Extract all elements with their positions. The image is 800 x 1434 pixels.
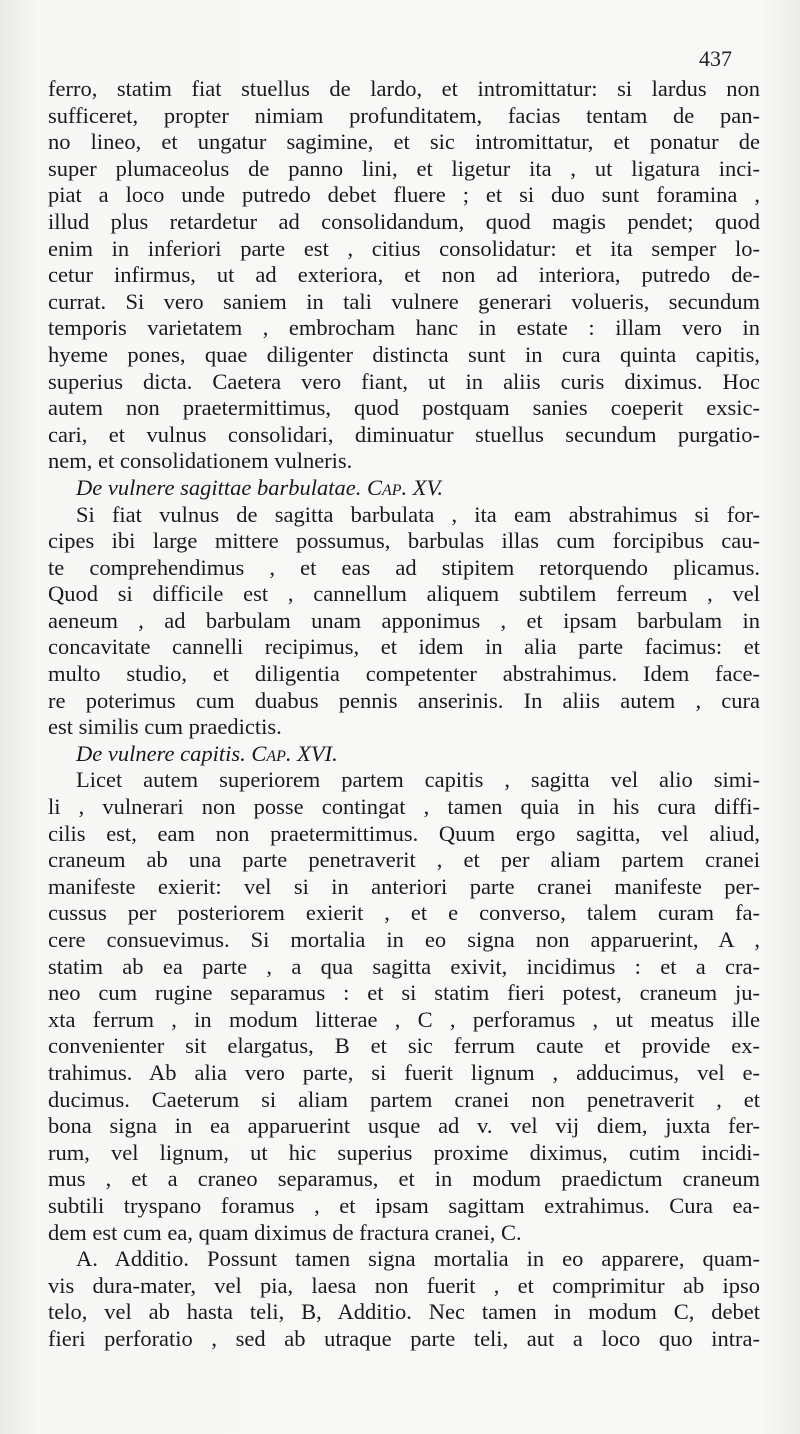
text-line: cussus per posteriorem exierit , et e converso, talem curam fa- xyxy=(48,900,760,926)
chapter-heading xyxy=(48,475,760,502)
text-line: aeneum , ad barbulam unam apponimus , et ipsam barbulam in xyxy=(48,607,760,633)
text-line: currat. Si vero saniem in tali vulnere generari volueris, secundum xyxy=(48,288,760,314)
text-line: cetur infirmus, ut ad exteriora, et non ad interiora, putredo de- xyxy=(48,262,760,288)
chapter-number: Cap. XVI. xyxy=(251,740,338,766)
text-line: cipes ibi large mittere possumus, barbulas illas cum forcipibus cau- xyxy=(48,528,760,554)
text-line: no lineo, et ungatur sagimine, et sic intromittatur, et ponatur de xyxy=(48,129,760,155)
text-line: enim in inferiori parte est , citius consolidatur: et ita semper lo- xyxy=(48,235,760,261)
text-line: Quod si difficile est , cannellum aliquem subtilem ferreum , vel xyxy=(48,581,760,607)
chapter-heading-title: De vulnere sagittae barbulatae. xyxy=(76,474,362,500)
text-line: rum, vel lignum, ut hic superius proxime diximus, cutim incidi- xyxy=(48,1139,760,1165)
text-line: piat a loco unde putredo debet fluere ; et si duo sunt foramina , xyxy=(48,182,760,208)
text-line: est similis cum praedictis. xyxy=(48,714,282,740)
text-line: ducimus. Caeterum si aliam partem cranei non penetraverit , et xyxy=(48,1086,760,1112)
text-line: nem, et consolidationem vulneris. xyxy=(48,448,353,474)
text-body xyxy=(48,76,760,1353)
text-line: ferro, statim fiat stuellus de lardo, et intromittatur: si lardus non xyxy=(48,76,760,101)
page-number: 437 xyxy=(699,46,732,71)
text-line: bona signa in ea apparuerint usque ad v. vel vij diem, juxta fer- xyxy=(48,1113,760,1139)
text-line: cilis est, eam non praetermittimus. Quum ergo sagitta, vel aliud, xyxy=(48,820,760,846)
text-line: telo, vel ab hasta teli, B, Additio. Nec tamen in modum C, debet xyxy=(48,1299,760,1325)
chapter-heading xyxy=(48,741,760,768)
text-line: fieri perforatio , sed ab utraque parte teli, aut a loco quo intra- xyxy=(48,1325,760,1351)
text-line: manifeste exierit: vel si in anteriori parte cranei manifeste per- xyxy=(48,873,760,899)
text-line: Si fiat vulnus de sagitta barbulata , ita eam abstrahimus si for- xyxy=(76,501,760,527)
text-line: Licet autem superiorem partem capitis , sagitta vel alio simi- xyxy=(76,767,760,793)
text-line: temporis varietatem , embrocham hanc in estate : illam vero in xyxy=(48,315,760,341)
text-line: li , vulnerari non posse contingat , tamen quia in his cura diffi- xyxy=(48,794,760,820)
text-line: vis dura-mater, vel pia, laesa non fuerit , et comprimitur ab ipso xyxy=(48,1272,760,1298)
text-line: trahimus. Ab alia vero parte, si fuerit lignum , adducimus, vel e- xyxy=(48,1059,760,1085)
text-line: convenienter sit elargatus, B et sic ferrum caute et provide ex- xyxy=(48,1033,760,1059)
text-line: statim ab ea parte , a qua sagitta exivit, incidimus : et a cra- xyxy=(48,953,760,979)
text-line: re poterimus cum duabus pennis anserinis. In aliis autem , cura xyxy=(48,687,760,713)
text-line: hyeme pones, quae diligenter distincta sunt in cura quinta capitis, xyxy=(48,341,760,367)
chapter-number: Cap. XV. xyxy=(366,474,444,500)
text-line: multo studio, et diligentia competenter abstrahimus. Idem face- xyxy=(48,661,760,687)
text-line: cere consuevimus. Si mortalia in eo signa non apparuerint, A , xyxy=(48,927,760,952)
text-line: superius dicta. Caetera vero fiant, ut in aliis curis diximus. Hoc xyxy=(48,368,760,394)
text-line: dem est cum ea, quam diximus de fractura cranei, C. xyxy=(48,1219,522,1245)
text-line: concavitate cannelli recipimus, et idem in alia parte facimus: et xyxy=(48,634,760,660)
text-line: cari, et vulnus consolidari, diminuatur stuellus secundum purgatio- xyxy=(48,421,760,447)
text-line: illud plus retardetur ad consolidandum, quod magis pendet; quod xyxy=(48,208,760,234)
text-line: craneum ab una parte penetraverit , et per aliam partem cranei xyxy=(48,847,760,873)
text-line: te comprehendimus , et eas ad stipitem retorquendo plicamus. xyxy=(48,554,760,580)
text-line: sufficeret, propter nimiam profunditatem, facias tentam de pan- xyxy=(48,102,760,128)
text-line: autem non praetermittimus, quod postquam sanies coeperit exsic- xyxy=(48,395,760,421)
text-line: mus , et a craneo separamus, et in modum praedictum craneum xyxy=(48,1166,760,1192)
text-line: xta ferrum , in modum litterae , C , perforamus , ut meatus ille xyxy=(48,1006,760,1032)
text-line: super plumaceolus de panno lini, et ligetur ita , ut ligatura inci- xyxy=(48,155,760,181)
text-line: subtili tryspano foramus , et ipsam sagittam extrahimus. Cura ea- xyxy=(48,1192,760,1218)
chapter-heading-title: De vulnere capitis. xyxy=(76,740,246,766)
text-line: A. Additio. Possunt tamen signa mortalia in eo apparere, quam- xyxy=(76,1246,760,1272)
text-line: neo cum rugine separamus : et si statim fieri potest, craneum ju- xyxy=(48,980,760,1006)
